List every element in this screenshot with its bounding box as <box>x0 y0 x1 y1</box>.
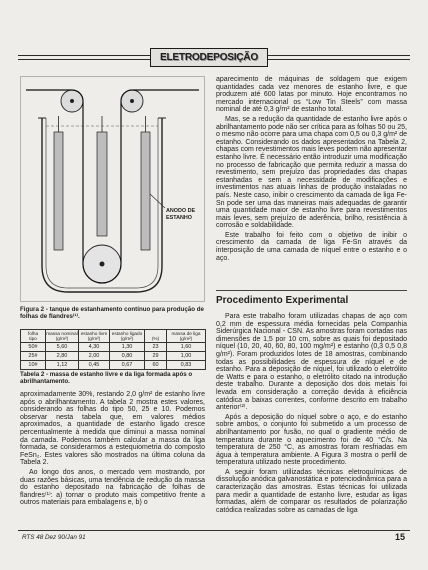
table-row <box>21 361 206 370</box>
table-cell: 60 <box>145 361 167 370</box>
tin-anode-right <box>141 132 150 250</box>
table-header-cell: massa nominal (g/m²) <box>46 330 78 342</box>
anode-label-line-1: ANODO DE <box>166 208 196 214</box>
section-divider <box>216 290 407 291</box>
table-row <box>21 352 206 361</box>
figure-2 <box>20 76 205 302</box>
body-paragraph: Este trabalho foi feito com o objetivo de inibir o crescimento da camada de liga Fe-Sn através da interposição de uma camada de níquel entre o estanho e o aço. <box>216 231 407 262</box>
table-cell: 0,80 <box>110 352 145 361</box>
table-cell: 1,30 <box>110 343 145 352</box>
conductor-roll-left-axle <box>70 99 74 103</box>
results-table <box>20 329 206 370</box>
header-rule-left <box>18 55 150 60</box>
table-cell: 25# <box>21 352 46 361</box>
table-cell: 50# <box>21 343 46 352</box>
anode-label-line-2: ESTANHO <box>166 215 192 221</box>
figure-caption: Figura 2 - tanque de estanhamento contínuo para produção de folhas de flandres⁽¹⁾. <box>20 306 204 320</box>
anode-label-leader <box>150 194 165 208</box>
table-row <box>21 343 206 352</box>
page-number: 15 <box>395 532 406 542</box>
section-title: ELETRODEPOSIÇÃO <box>160 52 258 63</box>
table-cell: 2,00 <box>79 352 110 361</box>
body-paragraph: Após a deposição do níquel sobre o aço, e do estanho sobre ambos, o conjunto foi submetido a um processo de abrilhantamento por fusão, no qual o gradiente médio de temperatura durante o aquecimento foi de 40 °C/s. Na temperatura de 250 °C, as amostras foram resfriadas em água à temperatura ambiente. A Figura 3 mostra o perfil de temperatura utilizado neste procedimento. <box>216 413 407 467</box>
table-cell: 5,60 <box>46 343 79 352</box>
table-cell: 29 <box>145 352 167 361</box>
right-column-text <box>216 76 407 262</box>
table-header-cell: folha tipo <box>21 330 46 343</box>
table-cell: 4,30 <box>79 343 110 352</box>
table-cell: 0,83 <box>167 361 206 370</box>
tin-anode-center <box>97 132 107 236</box>
section-title-box <box>150 48 268 67</box>
table-cell: 0,67 <box>110 361 145 370</box>
body-paragraph: aparecimento de máquinas de soldagem que exigem quantidades cada vez menores de estanho livre, e que produzem até 600 latas por minuto. Hoje encontramos no mercado internacional os “Low Tin Steels” com massa nominal de até 0,3 g/m² de estanho total. <box>216 76 407 114</box>
table-cell: 1,00 <box>167 352 206 361</box>
table-cell: 1,60 <box>167 343 206 352</box>
tinning-tank-diagram <box>20 76 205 302</box>
tin-anode-left <box>54 132 63 250</box>
body-paragraph: Para este trabalho foram utilizadas chapas de aço com 0,2 mm de espessura média fornecidas pela Companhia Siderúrgica Nacional - CSN. As amostras foram cortadas nas dimensões de 1,5 por 10 cm, sobre as quais foi depositado níquel (10, 20, 40, 60, 80, 100 mg/m²) e estanho (0,3 0,5 0,8 g/m²). Foram produzidos lotes de 18 amostras, combinando todas as possibilidades de espessura de níquel e de estanho. Para a deposição de níquel, foi utilizado o eletrólito de Watts e para o estanho, o eletrólito citado na introdução deste trabalho. Durante a deposição dos dois metais foi levada em consideração a correção devida à eficiência catódica a baixas correntes, conforme descrito em trabalho anterior⁽²⁾. <box>216 313 407 412</box>
body-paragraph: Ao longo dos anos, o mercado vem mostrando, por duas razões básicas, uma tendência de redução da massa do estanho depositado na fabricação de folhas de flandres⁽¹⁾: a) tornar o produto mais competitivo frente a outros materiais para embalagens e, b) o <box>20 468 205 507</box>
footer-rule <box>18 530 410 531</box>
table-header-cell: massa de liga (g/m²) <box>167 330 206 343</box>
left-column-text <box>20 391 205 507</box>
table-caption: Tabela 2 - massa de estanho livre e da liga formada após o abrilhantamento. <box>20 371 193 385</box>
section-heading: Procedimento Experimental <box>216 295 349 306</box>
table-cell: 0,45 <box>79 361 110 370</box>
experimental-section-text <box>216 313 407 514</box>
table-header-cell: (%) <box>145 330 167 343</box>
table-header-cell: estanho livre (g/m²) <box>79 330 110 343</box>
body-paragraph: Mas, se a redução da quantidade de estanho livre após o abrilhantamento pode não ser crítica para as folhas 50 ou 25, o mesmo não ocorre para uma chapa com 0,5 ou 0,3 g/m² de estanho. Considerando os dados apresentados na Tabela 2, chapas com revestimentos mais leves podem não apresentar estanho livre. É necessário então introduzir uma modificação no processo de fabricação que permita reduzir a massa do revestimento, sem prejuízo das propriedades das chapas estanhadas e sem a necessidade de modificações e investimentos nas atuais linhas de produção instaladas no país. Neste caso, inibir o crescimento da camada de liga Fe-Sn pode ser uma das maneiras mais adequadas de garantir uma quantidade maior de estanho livre para revestimentos mais leves, sem prejuízo de aderência, brilho, resistência à corrosão e soldabilidade. <box>216 115 407 230</box>
table-cell: 10# <box>21 361 46 370</box>
table-header-row <box>21 330 206 343</box>
sink-roll-axle <box>100 262 105 267</box>
body-paragraph: aproximadamente 30%, restando 2,0 g/m² de estanho livre após o abrilhantamento. A tabela 2 mostra estes valores, considerando as folhas do tipo 50, 25 e 10. Podemos observar nesta tabela que, em valores médios aproximados, a quantidade de estanho ligado cresce percentualmente à medida que diminui a massa nominal da camada. Podemos também calcular a massa da liga formada, se considerarmos a estequiometria do composto FeSn₂. Estes valores são mostrados na última coluna da Tabela 2. <box>20 391 205 467</box>
conductor-roll-right-axle <box>130 99 134 103</box>
header-rule-right <box>268 55 410 60</box>
table-cell: 1,12 <box>46 361 79 370</box>
issue-label: RTS 48 Dez 90/Jan 91 <box>22 534 86 541</box>
table-header-cell: estanho ligado (g/m²) <box>110 330 145 343</box>
body-paragraph: A seguir foram utilizadas técnicas eletroquímicas de dissolução anódica galvanostática e potenciodinâmica para a caracterização das amostras. Estas técnicas foi utilizada para medir a quantidade de estanho livre, estudar as ligas formadas, além de comparar os resultados de polarização catódica realizadas sobre as camadas de liga <box>216 468 407 514</box>
table-cell: 23 <box>145 343 167 352</box>
table-cell: 2,80 <box>46 352 79 361</box>
